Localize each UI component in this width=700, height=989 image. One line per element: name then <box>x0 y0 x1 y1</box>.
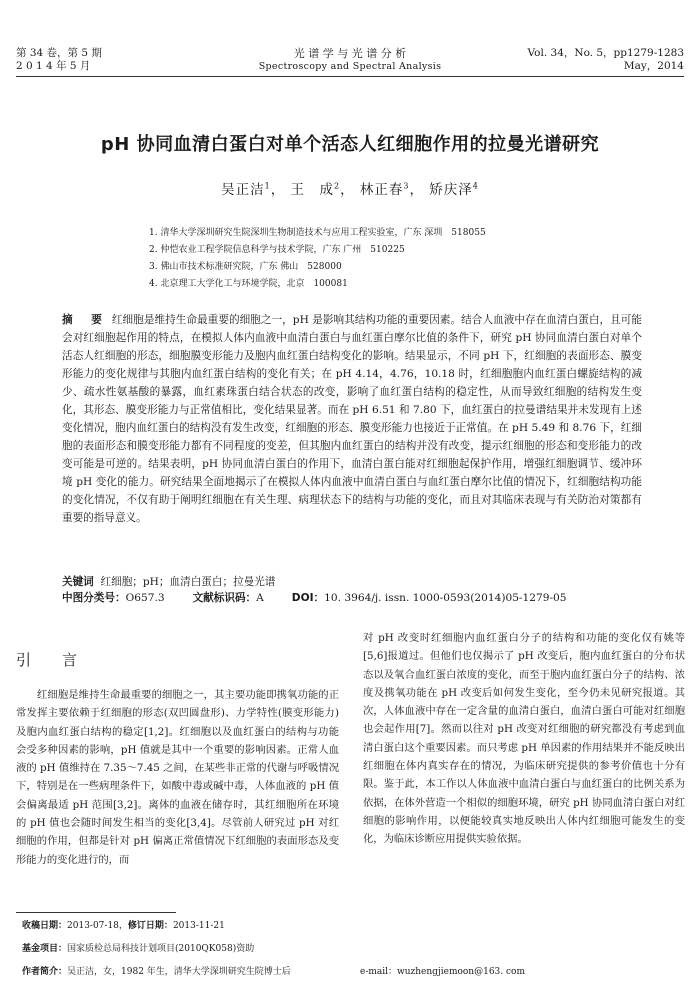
revised-date: 2013-11-21 <box>172 921 225 931</box>
affiliation-item: 1. 清华大学深圳研究生院深圳生物制造技术与应用工程实验室，广东 深圳 518055 <box>149 228 486 238</box>
abstract <box>62 311 642 527</box>
date-cn: 2 0 1 4 年 5 月 <box>16 60 91 72</box>
intro-right-column: 对 pH 改变时红细胞内血红蛋白分子的结构和功能的变化仅有姚等[5,6]报道过。但他们也仅揭示了 pH 改变后，胞内血红蛋白的分布状态以及氧合血红蛋白浓度的变化，而至于胞内血红蛋白分子的结构、浓度及携氧功能在 pH 改变后如何发生变化，至今仍未见研究报道。其次，人体血液中存在一定含量的血清白蛋白，血清白蛋白可能对红细胞也会起作用[7]。然而以往对 pH 改变对红细胞的研究都没有考虑到血清白蛋白这个重要因素。而只考虑 pH 单因素的作用结果并不能反映出红细胞在体内真实存在的情况，为临床研究提供的参考价值也十分有限。鉴于此，本工作以人体血液中血清白蛋白与血红蛋白的比例关系为依据，在体外营造一个相似的细胞环境，研究 pH 协同血清白蛋白对红细胞的影响作用，以便能较真实地反映出人体内红细胞可能发生的变化，为临床诊断应用提供实验依据。 <box>363 632 685 846</box>
keywords-label: 关键词 <box>62 576 94 588</box>
author-affil-mark: 4 <box>472 181 479 191</box>
author-name: 吴正洁 <box>221 182 265 198</box>
paper-title: pH 协同血清白蛋白对单个活态人红细胞作用的拉曼光谱研究 <box>100 134 600 155</box>
author-name: 王 成 <box>290 182 334 198</box>
footnote-rule <box>16 912 176 913</box>
fund-text: 国家质检总局科技计划项目(2010QK058)资助 <box>67 944 255 954</box>
doi-label: DOI： <box>291 592 325 604</box>
footnote-fund <box>22 943 254 955</box>
author-name: 林正春 <box>359 182 404 198</box>
clc-value: O657.3 <box>125 592 165 604</box>
journal-name-cn: 光 谱 学 与 光 谱 分 析 <box>293 47 407 60</box>
author-affil-mark: 3 <box>403 181 410 191</box>
affiliation-item: 4. 北京理工大学化工与环境学院，北京 100081 <box>149 279 348 289</box>
doccode-label: 文献标识码： <box>192 592 257 604</box>
keywords-line <box>62 575 275 590</box>
affiliation-list <box>149 225 486 293</box>
affiliation-item: 2. 仲恺农业工程学院信息科学与技术学院，广东 广州 510225 <box>149 245 405 255</box>
author-separator: ， <box>340 182 355 198</box>
footnote-bio <box>22 966 291 978</box>
header-rule <box>16 76 684 77</box>
bio-text: 吴正洁，女，1982 年生，清华大学深圳研究生院博士后 <box>67 967 291 977</box>
affiliation-item: 3. 佛山市技术标准研究院，广东 佛山 528000 <box>149 262 342 272</box>
intro-left-column: 红细胞是维持生命最重要的细胞之一，其主要功能即携氧功能的正常发挥主要依赖于红细胞的形态(双凹圆盘形)、力学特性(膜变形能力)及胞内血红蛋白结构的稳定[1,2]。红细胞以及血红蛋白的结构与功能会受多种因素的影响，pH 值就是其中一个重要的影响因素。正常人血液的 pH 值维持在 7.35～7.45 之间，在某些非正常的代谢与呼吸情况下，特别是在一些病理条件下，如酸中毒或碱中毒，人体血液的 pH 值会偏离最适 pH 范围[3,2]。离体的血液在储存时，其红细胞所在环境的 pH 值也会随时间发生相当的变化[3,4]。尽管前人研究过 pH 对红细胞的作用，但都是针对 pH 偏离正常值情况下红细胞的表面形态及变形能力的变化进行的，而 <box>16 689 339 866</box>
fund-label: 基金项目： <box>22 944 68 954</box>
doccode-value: A <box>256 592 264 604</box>
journal-name-en: Spectroscopy and Spectral Analysis <box>258 61 442 72</box>
doi-value: 10. 3964/j. issn. 1000-0593(2014)05-1279-05 <box>324 592 567 604</box>
footnote-dates <box>22 920 225 932</box>
author-separator: ， <box>409 182 424 198</box>
received-date: 2013-07-18， <box>67 921 128 931</box>
author-name: 矫庆泽 <box>429 182 473 198</box>
journal-pages-header <box>528 47 684 73</box>
abstract-label: 摘 要 <box>62 314 106 326</box>
received-label: 收稿日期： <box>22 921 68 931</box>
section-heading: 引 言 <box>16 651 86 669</box>
classification-line <box>62 591 662 606</box>
vol-pages: Vol. 34，No. 5，pp1279-1283 <box>527 47 684 59</box>
author-separator: ， <box>270 182 286 198</box>
clc-label: 中图分类号： <box>62 592 126 604</box>
date-en: May，2014 <box>623 60 684 72</box>
author-affil-mark: 1 <box>264 181 271 191</box>
author-email: e-mail：wuzhengjiemoon@163. com <box>360 967 526 977</box>
author-affil-mark: 2 <box>334 181 341 191</box>
volume-issue: 第 34 卷，第 5 期 <box>16 47 102 59</box>
author-list <box>0 178 700 198</box>
abstract-text: 红细胞是维持生命最重要的细胞之一，pH 是影响其结构功能的重要因素。结合人血液中存在血清白蛋白，且可能会对红细胞起作用的特点，在模拟人体内血液中血清白蛋白与血红蛋白摩尔比值的条件下，研究 pH 协同血清白蛋白对单个活态人红细胞的形态，细胞膜变形能力及胞内血红蛋白结构变化的影响。结果显示，不同 pH 下，红细胞的表面形态、膜变形能力的变化规律与其胞内血红蛋白结构的变化有关；在 pH 4.14，4.76，10.18 时，红细胞胞内血红蛋白螺旋结构的减少、疏水性氨基酸的暴露，血红素珠蛋白结合状态的改变，影响了血红蛋白结构的稳定性，从而导致红细胞的结构发生变化，其形态、膜变形能力与正常值相比，变化结果显著。而在 pH 6.51 和 7.80 下，血红蛋白的拉曼谱结果并未发现有上述变化情况，胞内血红蛋白的结构没有发生改变，红细胞的形态、膜变形能力也接近于正常值。在 pH 5.49 和 8.76 下，红细胞的表面形态和膜变形能力都有不同程度的变差，但其胞内血红蛋白的结构并没有改变，提示红细胞的形态和变形能力的改变可能是可逆的。结果表明，pH 协同血清白蛋白的作用下，血清白蛋白能对红细胞起保护作用，增强红细胞调节、缓冲环境 pH 变化的能力。研究结果全面地揭示了在模拟人体内血液中血清白蛋白与血红蛋白摩尔比值的情况下，红细胞结构功能的变化情况，不仅有助于阐明红细胞在有关生理、病理状态下的结构与功能的变化，而且对其临床表现与有关防治对策都有重要的指导意义。 <box>62 314 642 524</box>
bio-label: 作者简介： <box>22 967 68 977</box>
keywords-text: 红细胞；pH；血清白蛋白；拉曼光谱 <box>100 576 276 588</box>
revised-label: 修订日期： <box>127 921 173 931</box>
